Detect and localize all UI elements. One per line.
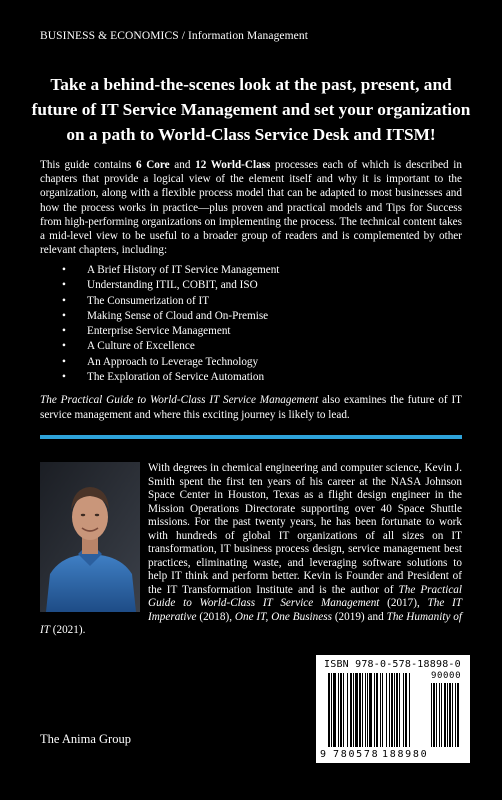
addon-bar: [447, 683, 448, 747]
barcode-bar: [362, 673, 363, 747]
barcode-bar: [403, 673, 404, 747]
barcode-bar: [399, 673, 400, 747]
list-item: • A Culture of Excellence: [62, 339, 279, 354]
ean-digits-left: 780578: [333, 749, 380, 760]
world-class-count: 12 World-Class: [195, 159, 271, 171]
addon-bar: [433, 683, 435, 747]
isbn-label: ISBN 978-0-578-18898-0: [324, 659, 461, 670]
bullet-icon: •: [62, 264, 66, 276]
barcode-bar: [389, 673, 390, 747]
author-bio: With degrees in chemical engineering and computer science, Kevin J. Smith spent the first ten years of his career at the NASA Johnson Space Center in Houston, Texas as a flight design engineer in the Mission Operations Directorate supporting over 40 Space Shuttle missions. For the past twenty years, he has been fortunate to work with hundreds of global IT organizations of all sizes on IT transformation, IT business process design, service management best practices, eliminating waste, and leveraging software solutions to help IT think and perform better. Kevin is Founder and President of the IT Transformation Institute and is the author of The Practical Guide to World-Class IT Service Management (2017), The IT Imperative (2018), One IT, One Business (2019) and The Humanity of IT (2021).: [40, 462, 463, 636]
addon-bar: [439, 683, 440, 747]
book-title: One IT, One Business: [234, 610, 332, 623]
ean-digits-right: 188980: [382, 749, 429, 760]
addon-bar: [431, 683, 432, 747]
addon-bar: [449, 683, 451, 747]
barcode-bar: [333, 673, 336, 747]
barcode-bar: [369, 673, 372, 747]
ean-digit-first: 9: [320, 749, 327, 760]
addon-bar: [452, 683, 453, 747]
barcode-bar: [382, 673, 383, 747]
barcode-bar: [340, 673, 342, 747]
book-title: The Practical Guide to World-Class IT Service Management: [40, 394, 319, 406]
barcode-bar: [338, 673, 339, 747]
book-title: The IT Imperative: [148, 597, 462, 623]
list-item: • Enterprise Service Management: [62, 324, 279, 339]
addon-bar: [441, 683, 442, 747]
list-item: • Making Sense of Cloud and On-Premise: [62, 309, 279, 324]
book-title: The Humanity of IT: [40, 610, 463, 636]
bullet-icon: •: [62, 294, 66, 307]
barcode-bar: [355, 673, 358, 747]
barcode-bar: [353, 673, 354, 747]
isbn-barcode: [316, 655, 470, 763]
barcode-bar: [396, 673, 398, 747]
list-item: • A Brief History of IT Service Management: [62, 263, 279, 278]
price-addon: 90000: [431, 671, 462, 681]
barcode-bar: [376, 673, 378, 747]
barcode-bar: [394, 673, 395, 747]
barcode-bar: [365, 673, 366, 747]
divider-rule: [40, 435, 462, 439]
bullet-icon: •: [62, 309, 66, 322]
bullet-icon: •: [62, 340, 66, 353]
addon-bar: [455, 683, 456, 747]
barcode-bar: [391, 673, 393, 747]
core-count: 6 Core: [135, 159, 170, 171]
barcode-bar: [386, 673, 387, 747]
barcode-bar: [380, 673, 381, 747]
barcode-bar: [328, 673, 330, 747]
closing-paragraph: The Practical Guide to World-Class IT Service Management also examines the future of IT service management and where this exciting journey is likely to lead.: [40, 394, 463, 421]
addon-bar: [444, 683, 446, 747]
barcode-bar: [331, 673, 332, 747]
barcode-bar: [347, 673, 348, 747]
barcode-bar: [359, 673, 361, 747]
barcode-bar: [374, 673, 375, 747]
publisher-name: The Anima Group: [40, 732, 131, 746]
list-item: • The Exploration of Service Automation: [62, 370, 279, 385]
bullet-icon: •: [62, 279, 66, 292]
barcode-bar: [343, 673, 344, 747]
bullet-icon: •: [62, 371, 66, 384]
headline: Take a behind-the-scenes look at the past, present, and future of IT Service Management and set your organization on a path to World-Class Service Desk and ITSM!: [31, 75, 471, 144]
list-item: • Understanding ITIL, COBIT, and ISO: [62, 278, 279, 293]
addon-bar: [436, 683, 437, 747]
list-item: • An Approach to Leverage Technology: [62, 355, 279, 370]
barcode-bar: [367, 673, 368, 747]
chapter-list: [62, 263, 279, 385]
book-title: The Practical Guide to World-Class IT Service Management: [148, 583, 462, 609]
intro-paragraph: This guide contains 6 Core and 12 World-Class processes each of which is described in chapters that provide a logical view of the element itself and why it is important to the organization, along with a flexible process model that can be adapted to most businesses and how the process works in practice—plus proven and practical models and Tips for Success from high-performing organizations on implementing the process. The technical content takes a mid-level view to be useful to a broader group of readers and is complemented by other relevant chapters, including:: [40, 159, 462, 257]
barcode-bar: [405, 673, 407, 747]
bisac-category: BUSINESS & ECONOMICS / Information Management: [40, 30, 309, 42]
addon-bar: [457, 683, 459, 747]
list-item: • The Consumerization of IT: [62, 294, 279, 309]
barcode-bar: [350, 673, 352, 747]
bullet-icon: •: [62, 325, 66, 338]
bullet-icon: •: [62, 355, 66, 368]
barcode-bar: [409, 673, 410, 747]
